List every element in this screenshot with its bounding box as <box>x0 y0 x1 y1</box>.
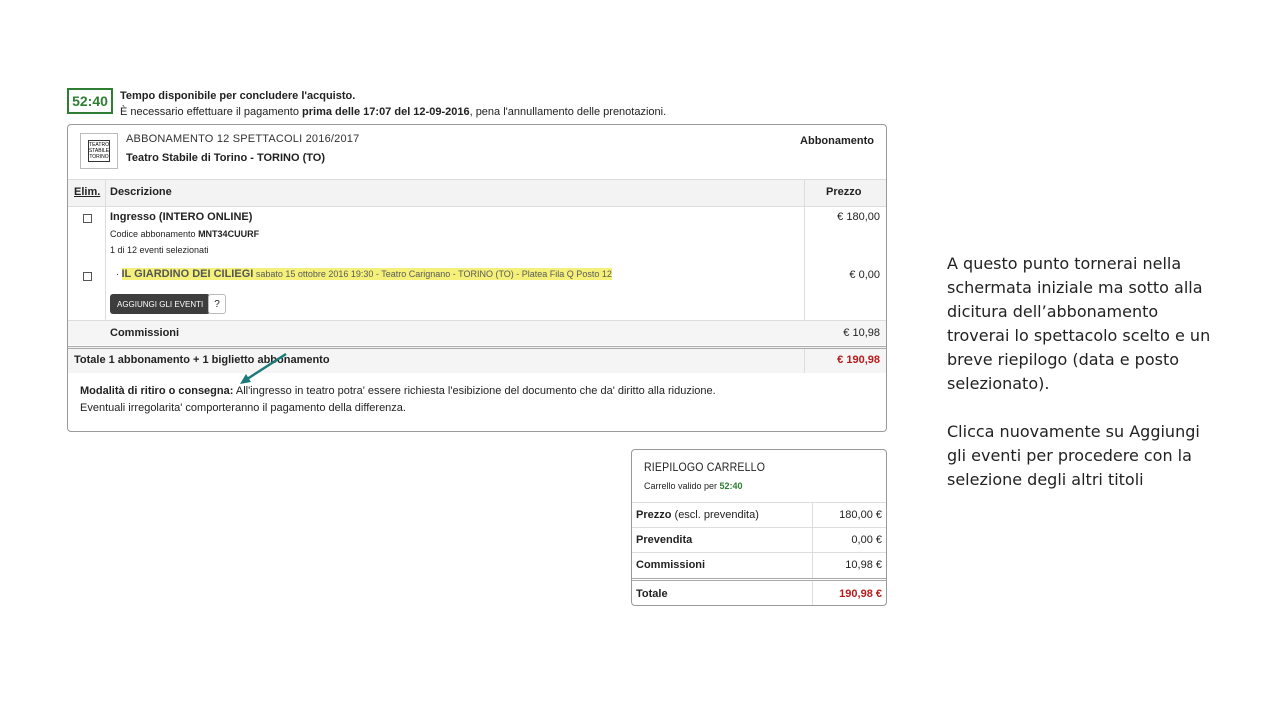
table-header <box>68 179 886 207</box>
item-name: Ingresso (INTERO ONLINE) <box>110 211 253 223</box>
subscription-code: Codice abbonamento MNT34CUURF <box>110 229 260 239</box>
commissions-label: Commissioni <box>110 327 180 339</box>
delivery-info: Modalità di ritiro o consegna: All'ingresso in teatro potra' essere richiesta l'esibizione del documento che da' diritto alla riduzione. Eventuali irregolarita' comporteranno il pagamento della differenza. <box>80 385 716 414</box>
summary-row-prezzo: Prezzo (escl. prevendita) 180,00 € <box>632 502 886 528</box>
column-elim: Elim. <box>74 186 101 198</box>
subscription-card <box>67 124 887 432</box>
instructions-text <box>947 252 1217 516</box>
event-line: · IL GIARDINO DEI CILIEGI sabato 15 ottobre 2016 19:30 - Teatro Carignano - TORINO (TO) - Platea Fila Q Posto 12 <box>116 268 612 280</box>
timer-message <box>120 88 666 120</box>
summary-row-commissioni: Commissioni 10,98 € <box>632 552 886 578</box>
theatre-logo: TEATRO STABILE TORINO <box>80 133 118 169</box>
cart-valid-time: Carrello valido per 52:40 <box>644 481 743 491</box>
commissions-value: € 10,98 <box>843 327 880 339</box>
instructions-paragraph: A questo punto tornerai nella schermata iniziale ma sotto alla dicitura dell’abbonamento troverai lo spettacolo scelto e un breve riepilogo (data e posto selezionato). <box>947 254 1211 393</box>
subscription-title: ABBONAMENTO 12 SPETTACOLI 2016/2017 <box>126 133 360 145</box>
column-prezzo: Prezzo <box>826 186 862 198</box>
commissions-row <box>68 320 886 345</box>
event-title: IL GIARDINO DEI CILIEGI <box>121 268 254 280</box>
total-label: Totale 1 abbonamento + 1 biglietto abbonamento <box>74 354 330 366</box>
remove-event-checkbox[interactable] <box>83 272 92 281</box>
total-value: € 190,98 <box>837 354 880 366</box>
instructions-paragraph: Clicca nuovamente su Aggiungi gli eventi per procedere con la selezione degli altri titoli <box>947 422 1200 489</box>
help-button[interactable]: ? <box>208 294 226 314</box>
column-descrizione: Descrizione <box>110 186 172 198</box>
pointer-arrow-icon <box>238 350 294 390</box>
theatre-name: Teatro Stabile di Torino - TORINO (TO) <box>126 152 326 164</box>
event-price: € 0,00 <box>849 269 880 281</box>
summary-row-prevendita: Prevendita 0,00 € <box>632 527 886 553</box>
timer-note: È necessario effettuare il pagamento prima delle 17:07 del 12-09-2016, pena l'annullamento delle prenotazioni. <box>120 106 667 118</box>
cart-summary-title: RIEPILOGO CARRELLO <box>644 460 766 474</box>
event-details: sabato 15 ottobre 2016 19:30 - Teatro Carignano - TORINO (TO) - Platea Fila Q Posto 12 <box>253 269 612 279</box>
selected-events-count: 1 di 12 eventi selezionati <box>110 245 209 255</box>
remove-item-checkbox[interactable] <box>83 214 92 223</box>
summary-total-row: Totale 190,98 € <box>632 578 886 606</box>
subscription-type: Abbonamento <box>800 135 874 147</box>
total-row <box>68 346 886 373</box>
add-events-button[interactable]: AGGIUNGI GLI EVENTI <box>110 294 210 314</box>
item-price: € 180,00 <box>837 211 880 223</box>
timer-title: Tempo disponibile per concludere l'acquisto. <box>120 90 356 102</box>
countdown-timer: 52:40 <box>67 88 113 114</box>
cart-summary <box>631 449 887 606</box>
